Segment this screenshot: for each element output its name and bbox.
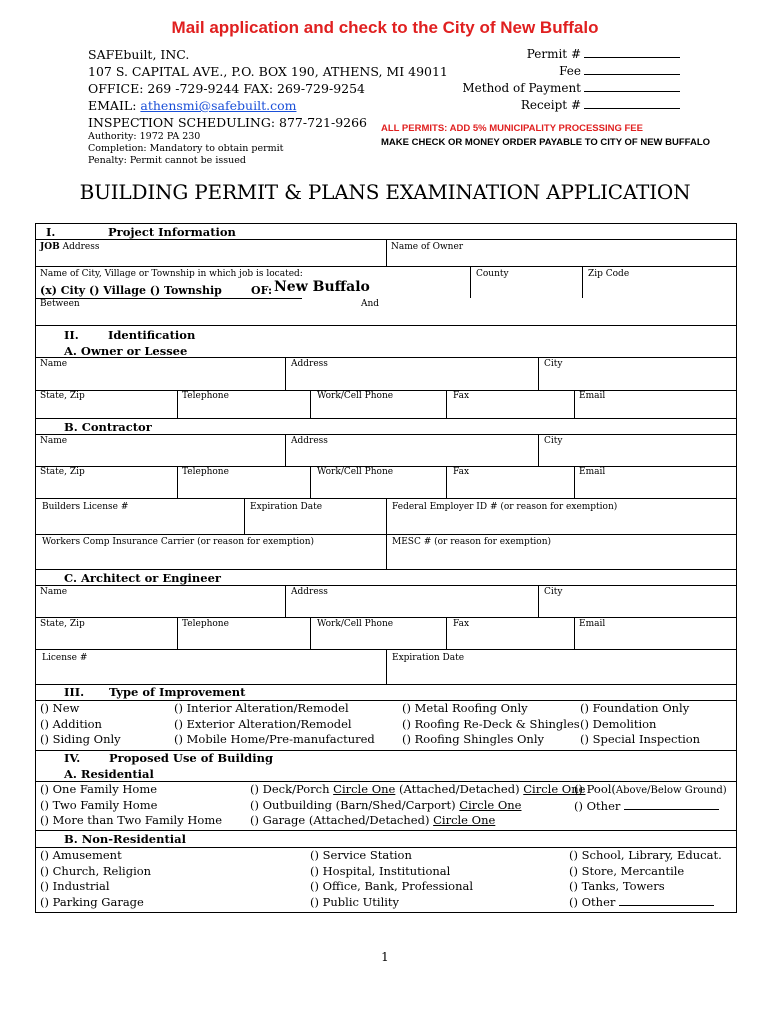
authority-text: Authority: 1972 PA 230 <box>88 131 201 142</box>
section-2-title: Identification <box>108 328 196 342</box>
processing-fee-notice: ALL PERMITS: ADD 5% MUNICIPALITY PROCESSING FEE <box>381 123 643 134</box>
receipt-label: Receipt # <box>520 98 581 112</box>
option-new[interactable]: () New <box>40 701 80 715</box>
non-residential-title: B. Non-Residential <box>64 832 186 846</box>
deck-circle-one-2: Circle One <box>523 782 586 796</box>
option-exterior-alteration[interactable]: () Exterior Alteration/Remodel <box>174 716 352 731</box>
improvement-options-col-2 <box>174 701 375 748</box>
receipt-number-field[interactable] <box>462 97 680 114</box>
option-interior-alteration[interactable]: () Interior Alteration/Remodel <box>174 701 349 715</box>
non-residential-other-line[interactable] <box>619 895 714 906</box>
option-hospital[interactable]: () Hospital, Institutional <box>310 863 451 878</box>
architect-license-input[interactable]: License # <box>42 653 88 663</box>
owner-city-input[interactable]: City <box>544 359 563 369</box>
municipality-type-options[interactable]: (x) City () Village () Township <box>40 284 222 297</box>
option-non-residential-other[interactable] <box>569 895 722 911</box>
owner-name-input[interactable]: Name <box>40 359 68 369</box>
penalty-text: Penalty: Permit cannot be issued <box>88 155 246 166</box>
city-value: New Buffalo <box>274 279 370 295</box>
architect-email-input[interactable]: Email <box>579 619 606 629</box>
pool-above-below: Above/Below Ground) <box>615 785 727 796</box>
architect-address-input[interactable]: Address <box>291 587 328 597</box>
section-4-title: Proposed Use of Building <box>109 751 273 765</box>
section-2-number: II. <box>64 328 79 342</box>
option-service-station[interactable]: () Service Station <box>310 848 412 862</box>
page-number: 1 <box>381 950 389 964</box>
architect-telephone-input[interactable]: Telephone <box>182 619 229 629</box>
fee-notice <box>381 122 711 150</box>
option-demolition[interactable]: () Demolition <box>580 716 657 731</box>
permit-label: Permit # <box>526 47 581 61</box>
option-multi-family[interactable]: () More than Two Family Home <box>40 813 223 827</box>
option-foundation-only[interactable]: () Foundation Only <box>580 701 690 715</box>
municipality-label: Name of City, Village or Township in which job is located: <box>40 269 303 279</box>
architect-expiration-input[interactable]: Expiration Date <box>392 653 465 663</box>
owner-email-input[interactable]: Email <box>579 391 606 401</box>
residential-options-col-3 <box>574 782 727 814</box>
option-amusement[interactable]: () Amusement <box>40 848 122 862</box>
office-use-block <box>462 46 680 114</box>
deck-circle-one: Circle One <box>333 782 396 796</box>
residential-options-col-1 <box>40 782 222 829</box>
option-office-bank[interactable]: () Office, Bank, Professional <box>310 879 474 893</box>
section-4-number: IV. <box>64 751 81 765</box>
section-3-title: Type of Improvement <box>109 685 246 699</box>
option-residential-other[interactable] <box>574 799 727 815</box>
deck-attached-detached: (Attached/Detached) <box>395 782 524 796</box>
residential-title: A. Residential <box>64 767 154 781</box>
option-garage[interactable] <box>250 813 585 829</box>
option-industrial[interactable]: () Industrial <box>40 879 110 893</box>
garage-label: () Garage (Attached/Detached) <box>250 813 434 827</box>
company-address: 107 S. CAPITAL AVE., P.O. BOX 190, ATHENS, MI 49011 <box>88 64 448 79</box>
section-3-number: III. <box>64 685 85 699</box>
fee-field[interactable] <box>462 63 680 80</box>
county-field[interactable]: County <box>476 269 509 279</box>
residential-other-label: () Other <box>574 798 621 813</box>
option-mobile-home[interactable]: () Mobile Home/Pre-manufactured <box>174 732 375 746</box>
garage-circle-one: Circle One <box>433 813 496 827</box>
option-one-family[interactable]: () One Family Home <box>40 782 158 796</box>
option-addition[interactable]: () Addition <box>40 716 102 731</box>
architect-name-input[interactable]: Name <box>40 587 68 597</box>
contractor-work-cell-input[interactable]: Work/Cell Phone <box>317 467 394 477</box>
improvement-options-col-1 <box>40 701 121 748</box>
contractor-city-input[interactable]: City <box>544 436 563 446</box>
owner-telephone-input[interactable]: Telephone <box>182 391 229 401</box>
mail-instruction-title: Mail application and check to the City of New Buffalo <box>171 18 599 37</box>
contractor-email-input[interactable]: Email <box>579 467 606 477</box>
fee-label: Fee <box>559 64 581 78</box>
option-special-inspection[interactable]: () Special Inspection <box>580 732 701 746</box>
improvement-options-col-4 <box>580 701 700 748</box>
contractor-state-zip-input[interactable]: State, Zip <box>40 467 85 477</box>
option-outbuilding[interactable] <box>250 798 585 814</box>
deck-porch-label: () Deck/Porch <box>250 782 334 796</box>
owner-work-cell-input[interactable]: Work/Cell Phone <box>317 391 394 401</box>
section-1-number: I. <box>46 225 56 239</box>
application-form <box>35 223 737 913</box>
pool-label: () Pool( <box>574 782 616 796</box>
option-roofing-shingles[interactable]: () Roofing Shingles Only <box>402 732 545 746</box>
contractor-title: B. Contractor <box>64 420 152 434</box>
residential-options-col-2 <box>250 782 585 829</box>
architect-city-input[interactable]: City <box>544 587 563 597</box>
contractor-address-input[interactable]: Address <box>291 436 328 446</box>
contractor-expiration-input[interactable]: Expiration Date <box>250 502 323 512</box>
owner-state-zip-input[interactable]: State, Zip <box>40 391 85 401</box>
job-address-field[interactable] <box>40 242 99 253</box>
payable-notice: MAKE CHECK OR MONEY ORDER PAYABLE TO CITY OF NEW BUFFALO <box>381 137 711 148</box>
job-label: JOB <box>40 242 60 252</box>
zip-code-field[interactable]: Zip Code <box>588 269 630 279</box>
between-field[interactable]: Between <box>40 299 80 309</box>
owner-address-input[interactable]: Address <box>291 359 328 369</box>
owner-fax-input[interactable]: Fax <box>453 391 470 401</box>
and-field[interactable]: And <box>361 299 380 309</box>
company-name: SAFEbuilt, INC. <box>88 47 190 62</box>
option-parking-garage[interactable]: () Parking Garage <box>40 894 144 909</box>
option-tanks-towers[interactable]: () Tanks, Towers <box>569 879 665 893</box>
option-roofing-redeck[interactable]: () Roofing Re-Deck & Shingles <box>402 716 580 731</box>
option-metal-roofing[interactable]: () Metal Roofing Only <box>402 701 528 715</box>
payment-method-label: Method of Payment <box>462 81 581 95</box>
outbuilding-circle-one: Circle One <box>459 797 522 812</box>
mesc-input[interactable]: MESC # (or reason for exemption) <box>392 537 552 547</box>
inspection-scheduling: INSPECTION SCHEDULING: 877-721-9266 <box>88 115 368 130</box>
completion-text: Completion: Mandatory to obtain permit <box>88 143 284 154</box>
residential-other-line[interactable] <box>624 799 719 810</box>
option-school[interactable]: () School, Library, Educat. <box>569 848 722 862</box>
builders-license-input[interactable]: Builders License # <box>42 502 129 512</box>
option-pool[interactable] <box>574 782 727 799</box>
contractor-telephone-input[interactable]: Telephone <box>182 467 229 477</box>
workers-comp-input[interactable]: Workers Comp Insurance Carrier (or reason for exemption) <box>42 537 315 547</box>
of-label: OF: <box>251 284 273 297</box>
non-residential-options-col-2 <box>310 848 473 910</box>
option-siding-only[interactable]: () Siding Only <box>40 732 121 746</box>
owner-name-field[interactable]: Name of Owner <box>391 242 464 252</box>
owner-lessee-title: A. Owner or Lessee <box>64 344 188 358</box>
architect-engineer-title: C. Architect or Engineer <box>64 571 221 585</box>
contractor-name-input[interactable]: Name <box>40 436 68 446</box>
architect-work-cell-input[interactable]: Work/Cell Phone <box>317 619 394 629</box>
form-title: BUILDING PERMIT & PLANS EXAMINATION APPLICATION <box>79 180 691 204</box>
option-store[interactable]: () Store, Mercantile <box>569 863 685 878</box>
architect-fax-input[interactable]: Fax <box>453 619 470 629</box>
section-1-title: Project Information <box>108 225 236 239</box>
option-deck-porch[interactable] <box>250 782 585 798</box>
architect-state-zip-input[interactable]: State, Zip <box>40 619 85 629</box>
permit-number-field[interactable] <box>462 46 680 63</box>
non-residential-options-col-3 <box>569 848 722 910</box>
payment-method-field[interactable] <box>462 80 680 97</box>
option-two-family[interactable]: () Two Family Home <box>40 797 158 812</box>
option-public-utility[interactable]: () Public Utility <box>310 894 400 909</box>
non-residential-other-label: () Other <box>569 894 616 909</box>
email-link[interactable]: athensmi@safebuilt.com <box>140 98 297 113</box>
option-church[interactable]: () Church, Religion <box>40 863 152 878</box>
contractor-fax-input[interactable]: Fax <box>453 467 470 477</box>
improvement-options-col-3 <box>402 701 580 748</box>
email-label: EMAIL: <box>88 98 137 113</box>
email-line <box>88 97 448 114</box>
job-address-label: Address <box>62 242 100 252</box>
outbuilding-label: () Outbuilding (Barn/Shed/Carport) <box>250 797 460 812</box>
office-phone-fax: OFFICE: 269 -729-9244 FAX: 269-729-9254 <box>88 81 366 96</box>
non-residential-options-col-1 <box>40 848 151 910</box>
federal-employer-id-input[interactable]: Federal Employer ID # (or reason for exemption) <box>392 502 618 512</box>
